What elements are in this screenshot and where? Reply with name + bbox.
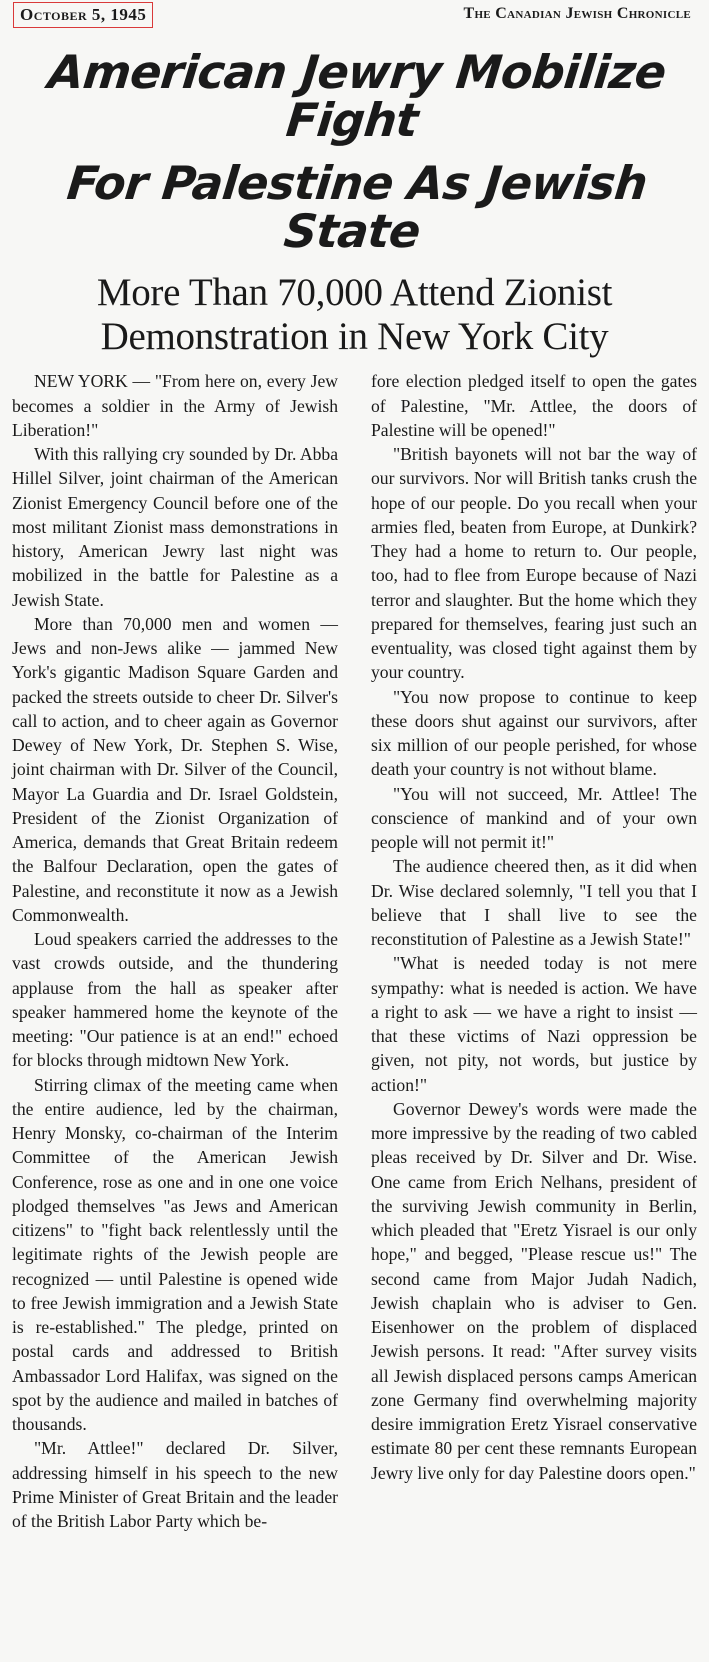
paragraph: "Mr. Attlee!" declared Dr. Silver, addressing himself in his speech to the new Prime Minister of Great Britain and the leader of the British Labor Party which be- [12,1438,338,1532]
paragraph: NEW YORK — "From here on, every Jew becomes a soldier in the Army of Jewish Liberation!" [12,371,338,440]
paragraph: Stirring climax of the meeting came when the entire audience, led by the chairman, Henry Monsky, co-chairman of the Interim Committee of the American Jewish Conference, rose as one and in one one voice plodged themselves "as Jews and American citizens" to "fight back relentlessly until the legitimate rights of the Jewish people are recognized — until Palestine is opened wide to free Jewish immigration and a Jewish State is re-established." The pledge, printed on postal cards and addressed to British Ambassador Lord Halifax, was signed on the spot by the audience and mailed in batches of thousands. [12,1074,338,1435]
headline-line-1: American Jewry Mobilize Fight [45,45,669,148]
article-column-left [12,369,338,1533]
page-header [10,0,699,34]
article-column-right [371,369,697,1533]
publication-name: The Canadian Jewish Chronicle [463,5,691,22]
paragraph: "You now propose to continue to keep these doors shut against our survivors, after six million of our people perished, for whose death your country is not without blame. [371,686,697,780]
article-body [10,369,699,1533]
issue-date: October 5, 1945 [13,2,153,28]
paragraph: The audience cheered then, as it did when Dr. Wise declared solemnly, "I tell you that I believe that I shall live to see the reconstitution of Palestine as a Jewish State!" [371,856,697,950]
paragraph: "What is needed today is not mere sympathy: what is needed is action. We have a right to ask — we have a right to insist — that these victims of Nazi oppression be given, not pity, not words, but justice by action!" [371,953,697,1095]
paragraph: With this rallying cry sounded by Dr. Abba Hillel Silver, joint chairman of the American Zionist Emergency Council before one of the most militant Zionist mass demonstrations in history, American Jewry last night was mobilized in the battle for Palestine as a Jewish State. [12,444,338,610]
paragraph: Governor Dewey's words were made the more impressive by the reading of two cabled pleas received by Dr. Silver and Dr. Wise. One came from Erich Nelhans, president of the surviving Jewish community in Berlin, which pleaded that "Eretz Yisrael is our only hope," and begged, "Please rescue us!" The second came from Major Judah Nadich, Jewish chaplain who is adviser to Gen. Eisenhower on the problem of displaced Jewish persons. It read: "After survey visits all Jewish displaced persons camps American zone Germany find overwhelming majority desire immigration Eretz Yisrael conservative estimate 80 per cent these remnants European Jewry live only for day Palestine doors open." [371,1098,697,1483]
paragraph: "You will not succeed, Mr. Attlee! The conscience of mankind and of your own people will not permit it!" [371,783,697,853]
paragraph: More than 70,000 men and women — Jews and non-Jews alike — jammed New York's gigantic Madison Square Garden and packed the streets outside to cheer Dr. Silver's call to action, and to cheer again as Governor Dewey of New York, Dr. Stephen S. Wise, joint chairman with Dr. Silver of the Council, Mayor La Guardia and Dr. Israel Goldstein, President of the Zionist Organization of America, demands that Great Britain redeem the Balfour Declaration, open the gates of Palestine, and reconstitute it now as a Jewish Commonwealth. [12,613,338,925]
paragraph: fore election pledged itself to open the gates of Palestine, "Mr. Attlee, the doors of Palestine will be opened!" [371,371,697,440]
paragraph: "British bayonets will not bar the way of our survivors. Nor will British tanks crush the hope of our people. Do you recall when your armies fled, beaten from Europe, at Dunkirk? They had a home to return to. Our people, too, had to flee from Europe because of Nazi terror and slaughter. But the home which they prepared for themselves, fearing just such an eventuality, was closed tight against them by your country. [371,444,697,683]
paragraph: Loud speakers carried the addresses to the vast crowds outside, and the thundering applause from the hall as speaker after speaker hammered home the keynote of the meeting: "Our patience is at an end!" echoed for blocks through midtown New York. [12,929,338,1071]
subheadline: More Than 70,000 Attend Zionist Demonstration in New York City [96,271,613,359]
headline-line-2: For Palestine As Jewish State [64,155,650,258]
